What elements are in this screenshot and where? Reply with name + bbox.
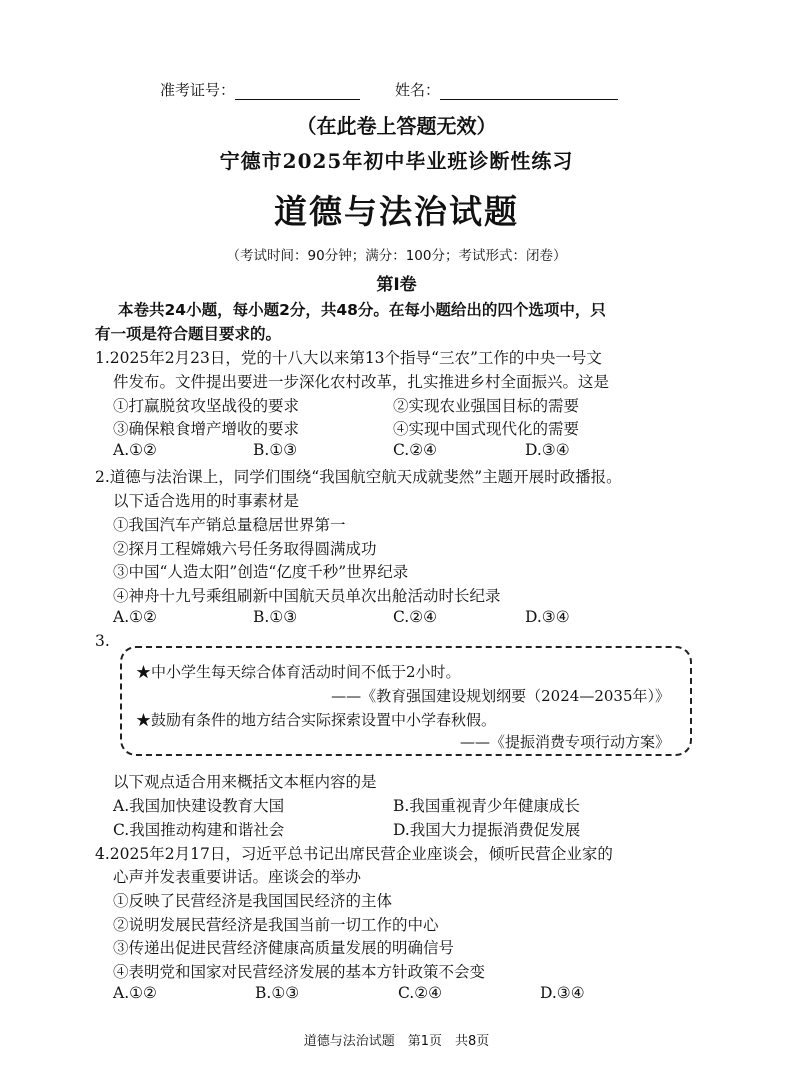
q2-option-c[interactable]: C.②④	[393, 608, 438, 626]
q2-stem-line-1: 2.道德与法治课上，同学们围绕“我国航空航天成就斐然”主题开展时政播报。	[95, 468, 622, 486]
q4-option-c[interactable]: C.②④	[398, 984, 443, 1002]
exam-id-label: 准考证号：	[160, 81, 236, 99]
q4-item-1: ①反映了民营经济是我国国民经济的主体	[113, 892, 393, 910]
page-footer: 道德与法治试题 第1页 共8页	[303, 1034, 490, 1049]
q1-stem-line-2: 件发布。文件提出要进一步深化农村改革，扎实推进乡村全面振兴。这是	[113, 373, 610, 391]
q1-item-3: ③确保粮食增产增收的要求	[113, 420, 300, 438]
q4-option-d[interactable]: D.③④	[540, 984, 585, 1002]
q2-item-3: ③中国“人造太阳”创造“亿度千秒”世界纪录	[113, 563, 409, 581]
q1-option-a[interactable]: A.①②	[113, 441, 157, 459]
q4-item-3: ③传递出促进民营经济健康高质量发展的明确信号	[113, 939, 455, 957]
q4-option-a[interactable]: A.①②	[113, 984, 157, 1002]
q2-item-4: ④神舟十九号乘组刷新中国航天员单次出舱活动时长纪录	[113, 587, 501, 605]
exam-info: （考试时间：90分钟；满分：100分；考试形式：闭卷）	[226, 248, 567, 264]
q2-option-b[interactable]: B.①③	[253, 608, 298, 626]
q3-option-b[interactable]: B.我国重视青少年健康成长	[393, 797, 580, 815]
q1-option-d[interactable]: D.③④	[525, 441, 570, 459]
instructions-line-2: 有一项是符合题目要求的。	[95, 325, 282, 343]
q1-item-1: ①打赢脱贫攻坚战役的要求	[113, 397, 300, 415]
q1-option-b[interactable]: B.①③	[253, 441, 298, 459]
q4-stem-line-1: 4.2025年2月17日，习近平总书记出席民营企业座谈会，倾听民营企业家的	[95, 845, 613, 863]
q4-option-b[interactable]: B.①③	[255, 984, 300, 1002]
exam-subtitle: 宁德市2025年初中毕业班诊断性练习	[219, 149, 574, 173]
q3-box-source-1: ——《教育强国建设规划纲要（2024—2035年）》	[331, 687, 670, 705]
name-field	[395, 79, 618, 100]
q3-option-c[interactable]: C.我国推动构建和谐社会	[113, 821, 285, 839]
volume-heading: 第Ⅰ卷	[376, 275, 417, 295]
page-title: 道德与法治试题	[274, 192, 519, 231]
exam-id-blank	[235, 83, 360, 100]
q3-box-line-2: ★鼓励有条件的地方结合实际探索设置中小学春秋假。	[136, 711, 497, 729]
q1-item-2: ②实现农业强国目标的需要	[393, 397, 580, 415]
invalid-notice: （在此卷上答题无效）	[296, 114, 497, 138]
q3-box-source-2: ——《提振消费专项行动方案》	[459, 733, 670, 751]
q4-stem-line-2: 心声并发表重要讲话。座谈会的举办	[113, 868, 362, 886]
q3-number: 3.	[95, 632, 110, 650]
q2-item-2: ②探月工程嫦娥六号任务取得圆满成功	[113, 540, 377, 558]
q3-option-d[interactable]: D.我国大力提振消费促发展	[393, 821, 581, 839]
exam-id-field	[160, 79, 360, 100]
q4-item-4: ④表明党和国家对民营经济发展的基本方针政策不会变	[113, 963, 486, 981]
q2-option-a[interactable]: A.①②	[113, 608, 157, 626]
q2-option-d[interactable]: D.③④	[525, 608, 570, 626]
q2-item-1: ①我国汽车产销总量稳居世界第一	[113, 516, 346, 534]
q3-stem: 以下观点适合用来概括文本框内容的是	[113, 773, 377, 791]
q3-text-box	[120, 646, 692, 756]
q1-option-c[interactable]: C.②④	[393, 441, 438, 459]
q3-box-line-1: ★中小学生每天综合体育活动时间不低于2小时。	[136, 663, 461, 681]
name-blank	[440, 83, 618, 100]
q1-stem-line-1: 1.2025年2月23日，党的十八大以来第13个指导“三农”工作的中央一号文	[95, 349, 602, 367]
q2-stem-line-2: 以下适合选用的时事素材是	[113, 492, 300, 510]
instructions-line-1: 本卷共24小题，每小题2分，共48分。在每小题给出的四个选项中，只	[118, 301, 606, 319]
q4-item-2: ②说明发展民营经济是我国当前一切工作的中心	[113, 916, 439, 934]
q1-item-4: ④实现中国式现代化的需要	[393, 420, 580, 438]
q3-option-a[interactable]: A.我国加快建设教育大国	[113, 797, 285, 815]
name-label: 姓名：	[395, 81, 441, 99]
